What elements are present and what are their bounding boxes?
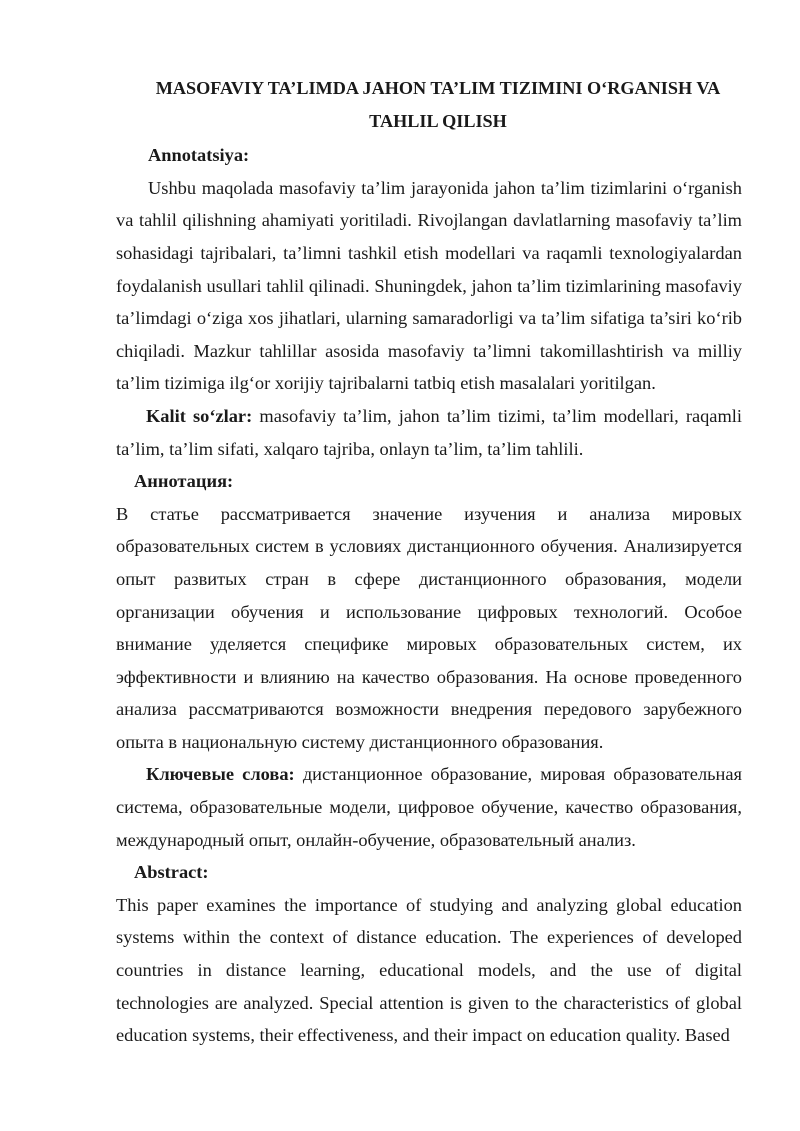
paper-title-line-2: TAHLIL QILISH — [369, 110, 507, 131]
russian-keywords — [116, 758, 742, 856]
english-abstract-body: This paper examines the importance of studying and analyzing global education systems within the context of distance education. The experiences of developed countries in distance learning, educational models, and the use of digital technologies are analyzed. Special attention is given to the characteristics of global education systems, their effectiveness, and their impact on education quality. Based — [116, 894, 742, 1046]
uzbek-keywords-label: Kalit so‘zlar: — [146, 405, 253, 426]
russian-keywords-text: дистанционное образование, мировая образовательная система, образовательные модели, цифровое обучение, качество образования, международный опыт, онлайн-обучение, образовательный анализ. — [116, 764, 742, 850]
uzbek-keywords — [116, 400, 742, 465]
uzbek-abstract-body: Ushbu maqolada masofaviy ta’lim jarayonida jahon ta’lim tizimlarini o‘rganish va tahlil qilishning ahamiyati yoritiladi. Rivojlangan davlatlarning masofaviy ta’lim sohasidagi tajribalari, ta’limni tashkil etish modellari va raqamli texnologiyalardan foydalanish usullari tahlil qilinadi. Shuningdek, jahon ta’lim tizimlarining masofaviy ta’limdagi o‘ziga xos jihatlari, ularning samaradorligi va ta’lim sifatiga ta’siri ko‘rib chiqiladi. Mazkur tahlillar asosida masofaviy ta’limni takomillashtirish va milliy ta’lim tizimiga ilg‘or xorijiy tajribalarni tatbiq etish masalalari yoritilgan. — [116, 177, 742, 394]
uzbek-keywords-text: masofaviy ta’lim, jahon ta’lim tizimi, ta’lim modellari, raqamli ta’lim, ta’lim sifati, xalqaro tajriba, onlayn ta’lim, ta’lim tahlili. — [116, 405, 742, 459]
uzbek-abstract-heading: Annotatsiya: — [148, 145, 250, 166]
english-abstract-heading: Abstract: — [134, 862, 209, 883]
russian-keywords-label: Ключевые слова: — [146, 764, 295, 785]
paper-title — [116, 72, 742, 137]
russian-abstract-body: В статье рассматривается значение изучения и анализа мировых образовательных систем в условиях дистанционного обучения. Анализируется опыт развитых стран в сфере дистанционного образования, модели организации обучения и использование цифровых технологий. Особое внимание уделяется специфике мировых образовательных систем, их эффективности и влиянию на качество образования. На основе проведенного анализа рассматриваются возможности внедрения передового зарубежного опыта в национальную систему дистанционного образования. — [116, 503, 742, 752]
paper-title-line-1: MASOFAVIY TA’LIMDA JAHON TA’LIM TIZIMINI O‘RGANISH VA — [155, 78, 721, 98]
russian-abstract-heading: Аннотация: — [134, 471, 234, 492]
